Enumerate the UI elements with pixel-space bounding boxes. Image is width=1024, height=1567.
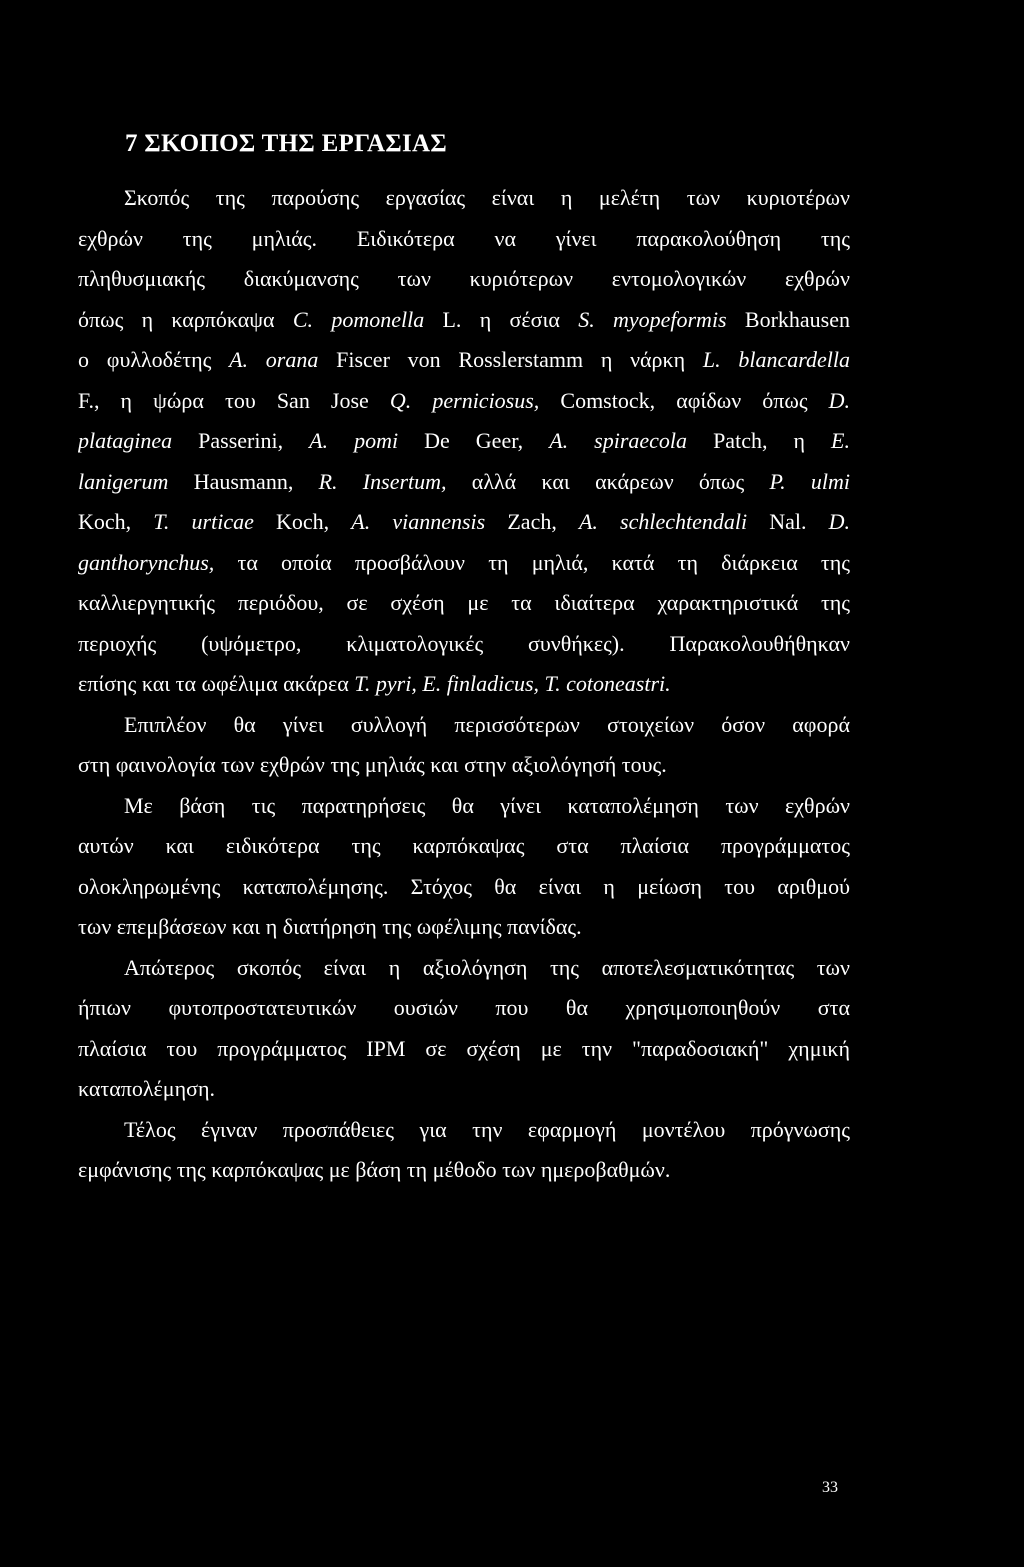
text-line: αυτών και ειδικότερα της καρπόκαψας στα πλαίσια προγράμματος (78, 833, 850, 858)
body-text (78, 178, 850, 1191)
text-line: Τέλος έγιναν προσπάθειες για την εφαρμογή μοντέλου πρόγνωσης (124, 1116, 850, 1142)
text-line: καταπολέμηση. (78, 1076, 215, 1101)
section-heading: 7 ΣΚΟΠΟΣ ΤΗΣ ΕΡΓΑΣΙΑΣ (125, 130, 448, 157)
text-line: lanigerum Hausmann, R. Insertum, αλλά και ακάρεων όπως P. ulmi (78, 468, 850, 494)
text-line: ganthorynchus, τα οποία προσβάλουν τη μηλιά, κατά τη διάρκεια της (78, 549, 850, 575)
text-line: στη φαινολογία των εχθρών της μηλιάς και στην αξιολόγησή τους. (78, 752, 667, 777)
text-line: εχθρών της μηλιάς. Ειδικότερα να γίνει παρακολούθηση της (78, 225, 850, 251)
text-line: Με βάση τις παρατηρήσεις θα γίνει καταπολέμηση των εχθρών (124, 792, 850, 818)
text-line: Επιπλέον θα γίνει συλλογή περισσότερων στοιχείων όσον αφορά (124, 711, 850, 737)
text-line: ο φυλλοδέτης A. orana Fiscer von Rosslerstamm η νάρκη L. blancardella (78, 347, 850, 372)
text-line: εμφάνισης της καρπόκαψας με βάση τη μέθοδο των ημεροβαθμών. (78, 1157, 671, 1182)
text-line: επίσης και τα ωφέλιμα ακάρεα T. pyri, E. finladicus, T. cotoneastri. (78, 671, 671, 696)
text-line: plataginea Passerini, A. pomi De Geer, A. spiraecola Patch, η E. (78, 428, 850, 453)
text-line: Koch, T. urticae Koch, A. viannensis Zach, A. schlechtendali Nal. D. (78, 509, 850, 534)
text-line: πληθυσμιακής διακύμανσης των κυριότερων εντομολογικών εχθρών (78, 266, 850, 291)
text-line: περιοχής (υψόμετρο, κλιματολογικές συνθήκες). Παρακολουθήθηκαν (78, 630, 850, 656)
text-line: Απώτερος σκοπός είναι η αξιολόγηση της αποτελεσματικότητας των (124, 954, 850, 980)
text-line: των επεμβάσεων και η διατήρηση της ωφέλιμης πανίδας. (78, 914, 582, 939)
text-line: πλαίσια του προγράμματος IPM σε σχέση με την "παραδοσιακή" χημική (78, 1035, 850, 1061)
text-line: F., η ψώρα του San Jose Q. perniciosus, Comstock, αφίδων όπως D. (78, 387, 850, 413)
page-number: 33 (822, 1479, 838, 1496)
text-line: όπως η καρπόκαψα C. pomonella L. η σέσια S. myopeformis Borkhausen (78, 306, 850, 332)
text-line: ολοκληρωμένης καταπολέμησης. Στόχος θα είναι η μείωση του αριθμού (78, 873, 850, 899)
text-line: ήπιων φυτοπροστατευτικών ουσιών που θα χρησιμοποιηθούν στα (78, 995, 850, 1020)
text-line: Σκοπός της παρούσης εργασίας είναι η μελέτη των κυριοτέρων (124, 185, 850, 210)
text-line: καλλιεργητικής περιόδου, σε σχέση με τα ιδιαίτερα χαρακτηριστικά της (78, 590, 850, 615)
